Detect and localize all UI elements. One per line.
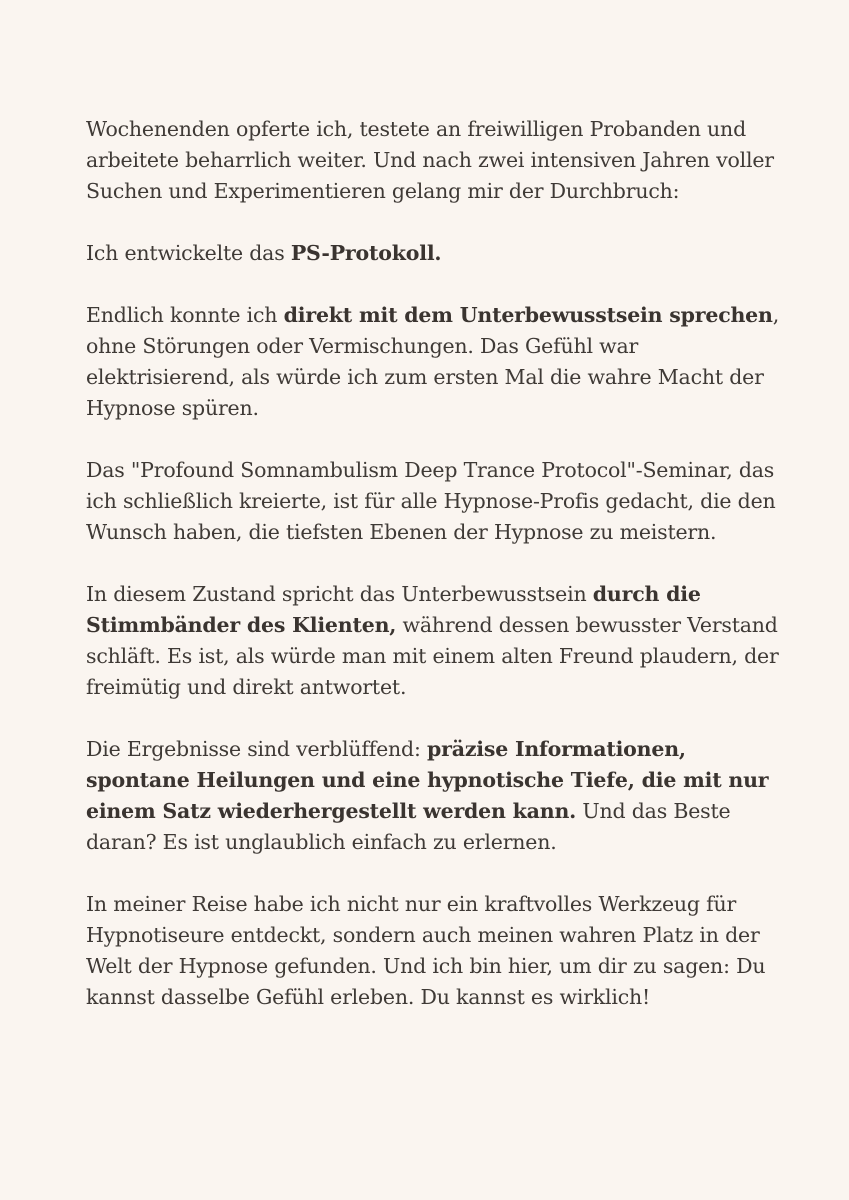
bold-segment: präzise Informationen, spontane Heilungen und eine hypnotische Tiefe, die mit nur einem Satz wiederhergestellt werden kann. (86, 737, 769, 823)
bold-segment: durch die Stimmbänder des Klienten, (86, 582, 701, 637)
text-segment: Die Ergebnisse sind verblüffend: (86, 737, 427, 761)
text-segment: Und das Beste daran? Es ist unglaublich einfach zu erlernen. (86, 799, 731, 854)
paragraph-journey (86, 889, 789, 1013)
paragraph-breakthrough (86, 114, 789, 207)
paragraph-protocol-intro (86, 238, 789, 269)
bold-segment: direkt mit dem Unterbewusstsein sprechen (283, 303, 773, 327)
paragraph-results (86, 734, 789, 858)
paragraph-state (86, 579, 789, 703)
bold-segment: PS-Protokoll. (290, 241, 442, 265)
text-segment: Endlich konnte ich (86, 303, 284, 327)
text-segment: , ohne Störungen oder Vermischungen. Das Gefühl war elektrisierend, als würde ich zum ersten Mal die wahre Macht der Hypnose spüren. (86, 303, 780, 420)
text-segment: In diesem Zustand spricht das Unterbewusstsein (86, 582, 593, 606)
text-segment: In meiner Reise habe ich nicht nur ein kraftvolles Werkzeug für Hypnotiseure entdeckt, sondern auch meinen wahren Platz in der Welt der Hypnose gefunden. Und ich bin hier, um dir zu sagen: Du kannst dasselbe Gefühl erleben. Du kannst es wirklich! (86, 892, 766, 1009)
text-segment: während dessen bewusster Verstand schläft. Es ist, als würde man mit einem alten Freund plaudern, der freimütig und direkt antwortet. (86, 613, 779, 699)
paragraph-subconscious (86, 300, 789, 424)
text-segment: Das "Profound Somnambulism Deep Trance Protocol"-Seminar, das ich schließlich kreierte, ist für alle Hypnose-Profis gedacht, die den Wunsch haben, die tiefsten Ebenen der Hypnose zu meistern. (86, 458, 776, 544)
text-segment: Wochenenden opferte ich, testete an freiwilligen Probanden und arbeitete beharrlich weiter. Und nach zwei intensiven Jahren voller Suchen und Experimentieren gelang mir der Durchbruch: (86, 117, 774, 203)
text-segment: Ich entwickelte das (86, 241, 291, 265)
paragraph-seminar (86, 455, 789, 548)
